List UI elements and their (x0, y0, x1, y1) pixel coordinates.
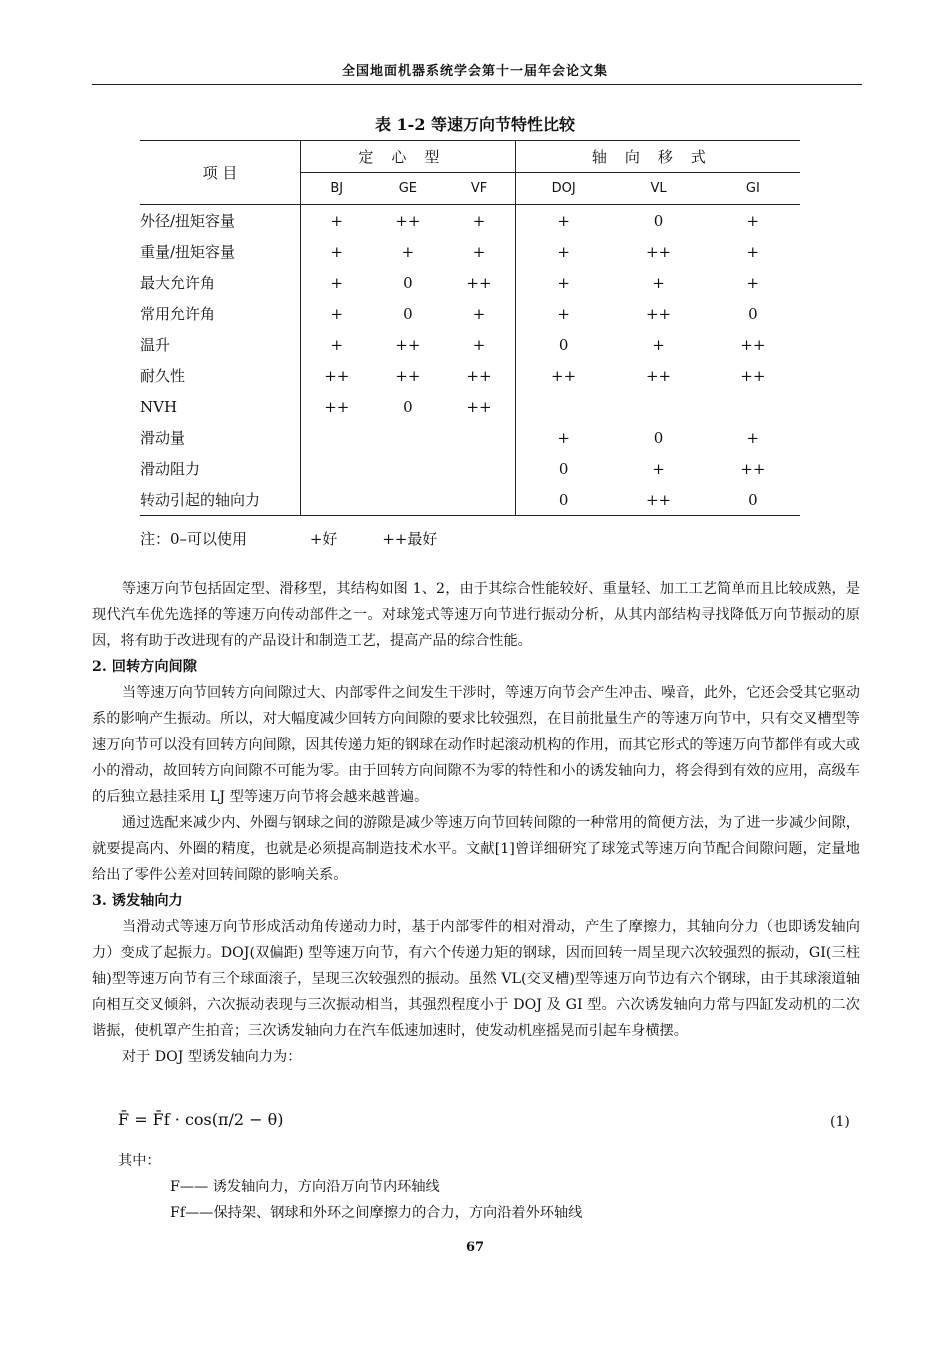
table-cell: 0 (706, 484, 800, 516)
item-header: 项 目 (140, 141, 301, 205)
table-cell: ++ (645, 242, 672, 261)
table-cell: ++ (324, 397, 350, 416)
table-cell: 0 (403, 273, 413, 292)
table-cell: + (557, 304, 570, 323)
table-cell: 0 (558, 459, 569, 478)
section-heading-3: 3. 诱发轴向力 (92, 893, 183, 909)
note-best: ++最好 (382, 530, 438, 548)
table-title: 表 1-2 等速万向节特性比较 (374, 115, 576, 134)
table-cell: 0 (515, 484, 611, 516)
table-cell: ++ (740, 459, 766, 478)
table-cell: ++ (443, 391, 515, 422)
row-label: 外径/扭矩容量 (140, 205, 301, 237)
table-cell: + (746, 273, 760, 292)
table-cell (443, 484, 515, 516)
table-row (140, 267, 800, 298)
table-cell: + (557, 242, 570, 261)
table-cell: ++ (551, 366, 577, 385)
table-cell (301, 422, 373, 453)
table-cell (301, 453, 373, 484)
table-cell: ++ (324, 366, 350, 385)
table-cell: + (330, 335, 344, 354)
table-row (140, 422, 800, 453)
table-cell: + (443, 329, 515, 360)
section-heading-2: 2. 回转方向间隙 (92, 659, 197, 675)
table-cell (706, 391, 800, 422)
group-fixed-header: 定心型 (301, 141, 516, 173)
group-plunge-header: 轴向移式 (515, 141, 800, 173)
table-cell: + (443, 236, 515, 267)
table-cell: 0 (558, 335, 569, 354)
table-cell: 0 (403, 304, 413, 323)
table-cell: + (443, 205, 515, 237)
row-label: 最大允许角 (140, 267, 301, 298)
table-cell: ++ (395, 211, 421, 230)
table-cell (443, 422, 515, 453)
formula-number: (1) (830, 1114, 850, 1130)
table-cell: ++ (740, 366, 766, 385)
table-cell (301, 484, 373, 516)
table-row (140, 360, 800, 391)
paragraph-selection: 通过选配来减少内、外圈与钢球之间的游隙是减少等速万向节回转间隙的一种常用的简便方法，为了进一步减少间隙，就要提高内、外圈的精度，也就是必须提高制造技术水平。文献[1]曾详细研究了球笼式等速万向节配合间隙问题，定量地给出了零件公差对回转间隙的影响关系。 (92, 815, 860, 883)
table-cell: + (330, 304, 344, 323)
table-row (140, 329, 800, 360)
table-cell: + (652, 459, 665, 478)
row-label: 耐久性 (140, 360, 301, 391)
paragraph-intro: 等速万向节包括固定型、滑移型，其结构如图 1、2，由于其综合性能较好、重量轻、加工工艺简单而且比较成熟，是现代汽车优先选择的等速万向传动部件之一。对球笼式等速万向节进行振动分析，从其内部结构寻找降低万向节振动的原因，将有助于改进现有的产品设计和制造工艺，提高产品的综合性能。 (92, 581, 860, 649)
note-good: +好 (309, 530, 338, 548)
table-cell: + (652, 273, 665, 292)
col-header: VF (443, 173, 515, 205)
table-cell: + (652, 335, 665, 354)
running-header: 全国地面机器系统学会第十一届年会论文集 (341, 64, 608, 79)
col-header: GI (706, 173, 800, 205)
table-cell: ++ (395, 366, 421, 385)
table-row (140, 205, 800, 237)
table-cell: + (746, 428, 760, 447)
table-cell: 0 (748, 304, 758, 323)
table-cell: + (330, 273, 344, 292)
paragraph-axial-force: 当滑动式等速万向节形成活动角传递动力时，基于内部零件的相对滑动，产生了摩擦力，其轴向分力（也即诱发轴向力）变成了起振力。DOJ(双偏距) 型等速万向节，有六个传递力矩的钢球，因而回转一周呈现六次较强烈的振动，GI(三柱轴)型等速万向节有三个球面滚子，呈现三次较强烈的振动。虽然 VL(交叉槽)型等速万向节边有六个钢球，由于其球滚道轴向相互交叉倾斜，六次振动表现与三次振动相当，其强烈程度小于 DOJ 及 GI 型。六次诱发轴向力常与四缸发动机的二次谐振，使机罩产生拍音；三次诱发轴向力在汽车低速加速时，使发动机座摇晃而引起车身横摆。 (92, 919, 860, 1039)
table-cell: ++ (645, 304, 672, 323)
table-cell (373, 484, 444, 516)
table-cell: ++ (443, 267, 515, 298)
comparison-table (140, 140, 800, 516)
table-cell (373, 422, 444, 453)
table-cell (515, 391, 611, 422)
col-header: DOJ (515, 173, 611, 205)
table-cell: + (330, 211, 344, 230)
col-header: BJ (301, 173, 373, 205)
table-row (140, 391, 800, 422)
table-row (140, 453, 800, 484)
table-cell: ++ (611, 484, 705, 516)
table-cell: + (557, 428, 570, 447)
table-cell (611, 391, 705, 422)
body-text (92, 576, 860, 1070)
table-row (140, 236, 800, 267)
page-number: 67 (465, 1240, 485, 1255)
table-cell (443, 453, 515, 484)
col-header: VL (611, 173, 705, 205)
table-cell: ++ (395, 335, 421, 354)
table-cell: ++ (645, 366, 672, 385)
row-label: NVH (140, 391, 301, 422)
definition-f: F—— 诱发轴向力，方向沿万向节内环轴线 (170, 1179, 440, 1195)
table-cell: + (746, 242, 760, 261)
row-label: 重量/扭矩容量 (140, 236, 301, 267)
row-label: 转动引起的轴向力 (140, 484, 301, 516)
table-cell: + (330, 242, 344, 261)
table-cell: ++ (740, 335, 766, 354)
row-label: 常用允许角 (140, 298, 301, 329)
table-cell: 0 (403, 397, 413, 416)
table-cell: 0 (653, 428, 664, 447)
table-note (140, 528, 437, 549)
table-cell: 0 (653, 211, 664, 230)
paragraph-doj-intro: 对于 DOJ 型诱发轴向力为： (121, 1049, 302, 1065)
paragraph-clearance: 当等速万向节回转方向间隙过大、内部零件之间发生干涉时，等速万向节会产生冲击、噪音，此外，它还会受其它驱动系的影响产生振动。所以，对大幅度减少回转方向间隙的要求比较强烈，在目前批量生产的等速万向节中，只有交叉槽型等速万向节可以没有回转方向间隙，因其传递力矩的钢球在动作时起滚动机构的作用，而其它形式的等速万向节都伴有或大或小的滑动，故回转方向间隙不可能为零。由于回转方向间隙不为零的特性和小的诱发轴向力，将会得到有效的应用，高级车的后独立悬挂采用 LJ 型等速万向节将会越来越普遍。 (92, 685, 860, 805)
table-row (140, 298, 800, 329)
table-row (140, 484, 800, 516)
row-label: 温升 (140, 329, 301, 360)
table-cell: + (557, 211, 570, 230)
row-label: 滑动量 (140, 422, 301, 453)
table-cell (373, 453, 444, 484)
table-cell: + (557, 273, 570, 292)
row-label: 滑动阻力 (140, 453, 301, 484)
definition-ff: Ff——保持架、钢球和外环之间摩擦力的合力，方向沿着外环轴线 (170, 1205, 583, 1221)
formula: F̄ = F̄f · cos(π/2 − θ) (118, 1110, 284, 1129)
table-cell: + (443, 298, 515, 329)
col-header: GE (373, 173, 444, 205)
header-rule (92, 84, 862, 85)
where-label: 其中： (118, 1153, 161, 1169)
table-cell: + (401, 242, 415, 261)
table-cell: + (746, 211, 760, 230)
table-cell: ++ (443, 360, 515, 391)
note-prefix: 注：0–可以使用 (140, 530, 248, 548)
